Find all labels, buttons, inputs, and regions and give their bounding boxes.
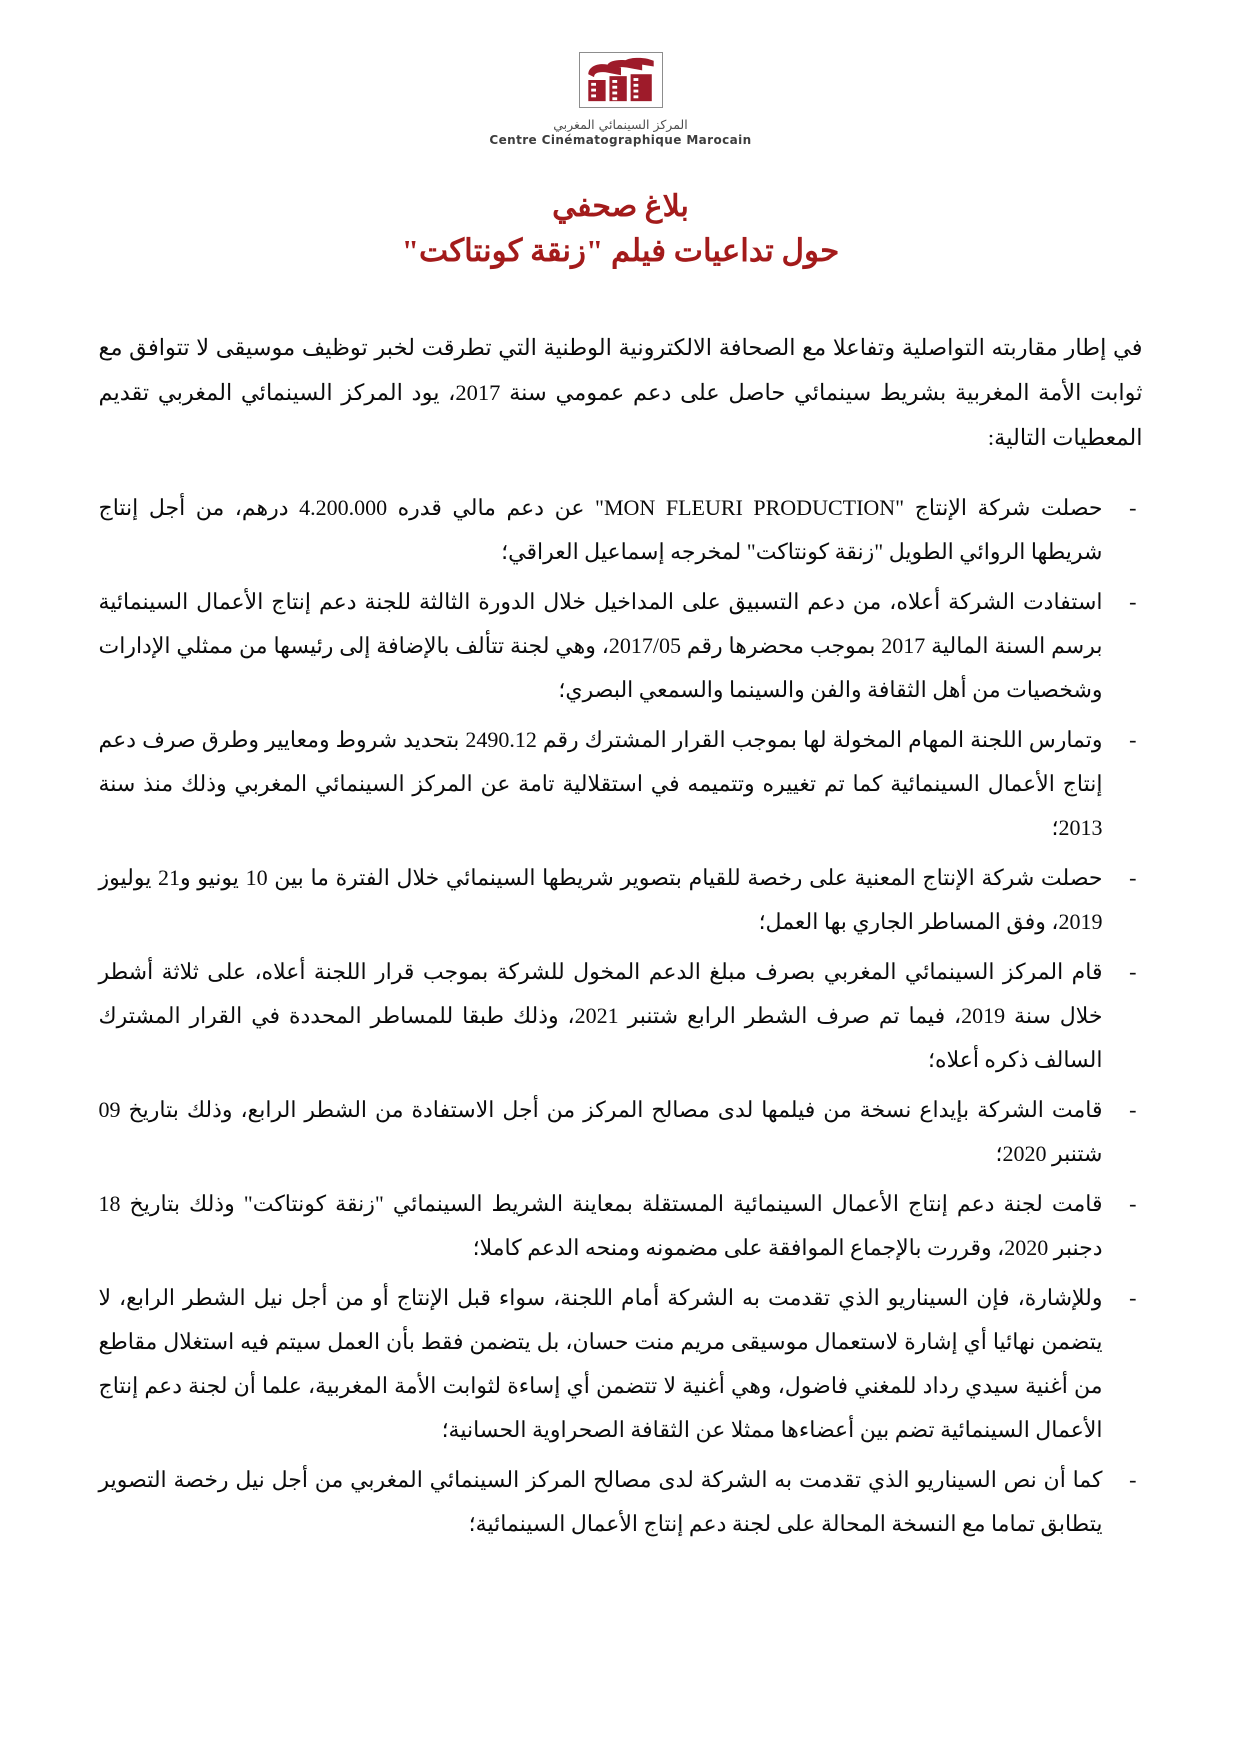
- list-item: [99, 950, 1143, 1082]
- list-item-text: قامت لجنة دعم إنتاج الأعمال السينمائية المستقلة بمعاينة الشريط السينمائي "زنقة كونتاكت" وذلك بتاريخ 18 دجنبر 2020، وقررت بالإجماع الموافقة على مضمونه ومنحه الدعم كاملا؛: [98, 1191, 1103, 1261]
- bullet-dash: -: [1129, 959, 1137, 985]
- bullet-dash: -: [1129, 1285, 1137, 1311]
- bullet-dash: -: [1129, 495, 1137, 521]
- list-item: [99, 718, 1143, 850]
- bullet-dash: -: [1129, 1097, 1137, 1123]
- bullet-dash: -: [1129, 1191, 1137, 1217]
- page-title: بلاغ صحفي: [552, 190, 689, 223]
- list-item: [99, 1458, 1143, 1546]
- bullet-dash: -: [1129, 727, 1137, 753]
- organization-name-arabic: المركز السينمائي المغربي: [553, 117, 688, 132]
- ccm-film-reel-logo-icon: [579, 52, 663, 108]
- list-item-text: حصلت شركة الإنتاج "MON FLEURI PRODUCTION" عن دعم مالي قدره 4.200.000 درهم، من أجل إنتاج شريطها الروائي الطويل "زنقة كونتاكت" لمخرجه إسماعيل العراقي؛: [98, 495, 1103, 565]
- page-subtitle: حول تداعيات فيلم "زنقة كونتاكت": [401, 232, 840, 268]
- organization-name-french: Centre Cinématographique Marocain: [489, 133, 752, 147]
- document-body: [99, 273, 1143, 1546]
- list-item: [99, 1088, 1143, 1176]
- intro-paragraph: في إطار مقاربته التواصلية وتفاعلا مع الصحافة الالكترونية الوطنية التي تطرقت لخبر توظيف موسيقى لا تتوافق مع ثوابت الأمة المغربية بشريط سينمائي حاصل على دعم عمومي سنة 2017، يود المركز السينمائي المغربي تقديم المعطيات التالية:: [98, 335, 1143, 451]
- list-item-text: وتمارس اللجنة المهام المخولة لها بموجب القرار المشترك رقم 2490.12 بتحديد شروط ومعايير وطرق صرف دعم إنتاج الأعمال السينمائية كما تم تغييره وتتميمه في استقلالية تامة عن المركز السينمائي المغربي وذلك منذ سنة 2013؛: [98, 727, 1103, 841]
- bullet-dash: -: [1129, 589, 1137, 615]
- document-title-block: [0, 185, 1241, 273]
- list-item-text: كما أن نص السيناريو الذي تقدمت به الشركة لدى مصالح المركز السينمائي المغربي من أجل نيل رخصة التصوير يتطابق تماما مع النسخة المحالة على لجنة دعم إنتاج الأعمال السينمائية؛: [98, 1467, 1103, 1537]
- points-list: [99, 486, 1143, 1546]
- organization-header: [0, 0, 1241, 147]
- list-item: [99, 856, 1143, 944]
- bullet-dash: -: [1129, 865, 1137, 891]
- list-item-text: قامت الشركة بإيداع نسخة من فيلمها لدى مصالح المركز من أجل الاستفادة من الشطر الرابع، وذلك بتاريخ 09 شتنبر 2020؛: [98, 1097, 1103, 1167]
- bullet-dash: -: [1129, 1467, 1137, 1493]
- list-item-text: استفادت الشركة أعلاه، من دعم التسبيق على المداخيل خلال الدورة الثالثة للجنة دعم إنتاج الأعمال السينمائية برسم السنة المالية 2017 بموجب محضرها رقم 2017/05، وهي لجنة تتألف بالإضافة إلى رئيسها من ممثلي الإدارات وشخصيات من أهل الثقافة والفن والسينما والسمعي البصري؛: [98, 589, 1103, 703]
- list-item-text: حصلت شركة الإنتاج المعنية على رخصة للقيام بتصوير شريطها السينمائي خلال الفترة ما بين 10 يونيو و21 يوليوز 2019، وفق المساطر الجاري بها العمل؛: [98, 865, 1103, 935]
- list-item: [99, 486, 1143, 574]
- list-item: [99, 1276, 1143, 1452]
- list-item-text: وللإشارة، فإن السيناريو الذي تقدمت به الشركة أمام اللجنة، سواء قبل الإنتاج أو من أجل نيل الشطر الرابع، لا يتضمن نهائيا أي إشارة لاستعمال موسيقى مريم منت حسان، بل يتضمن فقط بأن العمل سيتم فيه استغلال مقاطع من أغنية سيدي رداد للمغني فاضول، وهي أغنية لا تتضمن أي إساءة لثوابت الأمة المغربية، علما أن لجنة دعم إنتاج الأعمال السينمائية تضم بين أعضاءها ممثلا عن الثقافة الصحراوية الحسانية؛: [98, 1285, 1103, 1443]
- list-item: [99, 1182, 1143, 1270]
- list-item-text: قام المركز السينمائي المغربي بصرف مبلغ الدعم المخول للشركة بموجب قرار اللجنة أعلاه، على ثلاثة أشطر خلال سنة 2019، فيما تم صرف الشطر الرابع شتنبر 2021، وذلك طبقا للمساطر المحددة في القرار المشترك السالف ذكره أعلاه؛: [98, 959, 1103, 1073]
- list-item: [99, 580, 1143, 712]
